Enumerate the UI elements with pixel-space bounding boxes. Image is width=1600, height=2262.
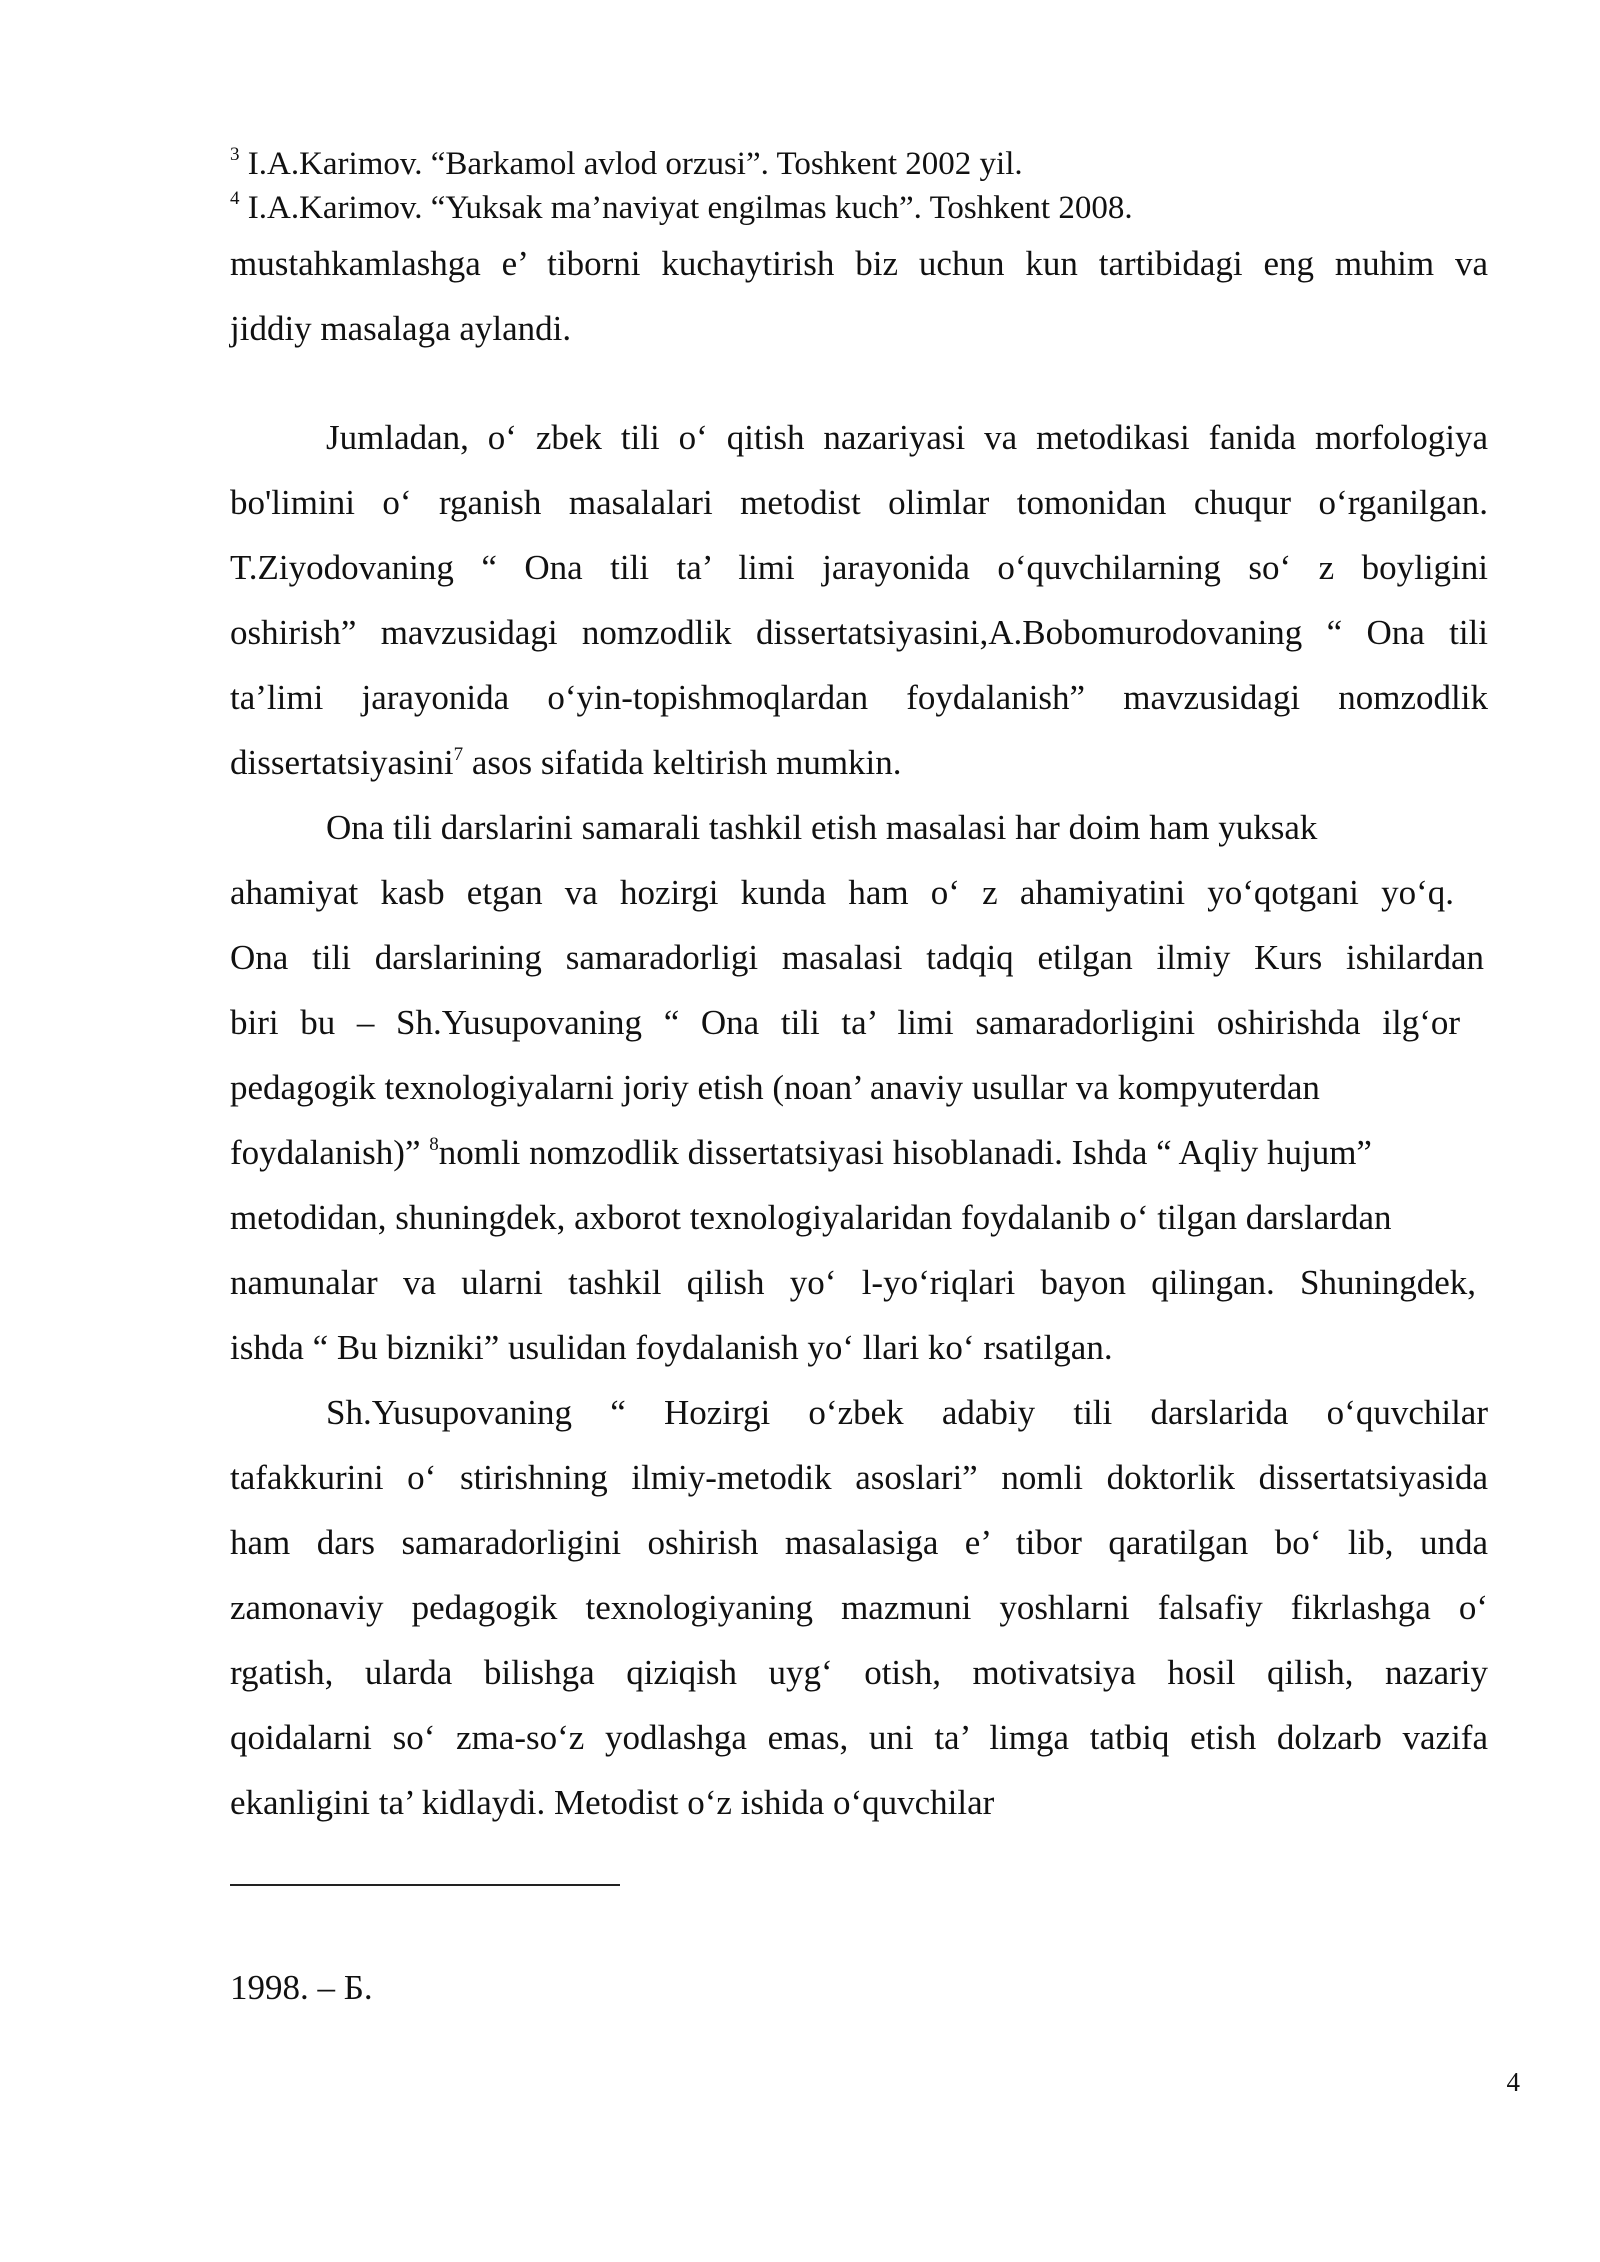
body-line: oshirish” mavzusidagi nomzodlik dissertatsiyasini,A.Bobomurodovaning “ Ona tili — [230, 613, 1488, 652]
body-line: tafakkurini o‘ stirishning ilmiy-metodik asoslari” nomli doktorlik dissertatsiyasida — [230, 1458, 1488, 1497]
footnote-mark: 3 — [230, 144, 240, 165]
footnote-separator — [230, 1884, 620, 1886]
body-line: T.Ziyodovaning “ Ona tili ta’ limi jarayonida o‘quvchilarning so‘ z boyligini — [230, 548, 1488, 587]
body-line: pedagogik texnologiyalarni joriy etish (noan’ anaviy usullar va kompyuterdan — [230, 1068, 1320, 1107]
body-line: ekanligini ta’ kidlaydi. Metodist o‘z ishida o‘quvchilar — [230, 1783, 995, 1822]
body-line: Ona tili darslarining samaradorligi masalasi tadqiq etilgan ilmiy Kurs ishilardan — [230, 938, 1484, 977]
body-line: ishda “ Bu bizniki” usulidan foydalanish yo‘ llari ko‘ rsatilgan. — [230, 1328, 1113, 1367]
body-text: dissertatsiyasini — [230, 743, 454, 782]
body-text: nomli nomzodlik dissertatsiyasi hisoblanadi. Ishda “ Aqliy hujum” — [438, 1133, 1372, 1172]
paragraph-first-line: Ona tili darslarini samarali tashkil etish masalasi har doim ham yuksak — [326, 808, 1318, 847]
body-line: jiddiy masalaga aylandi. — [230, 309, 572, 348]
body-line — [230, 739, 1488, 793]
footnote-ref-8: 8 — [429, 1134, 439, 1155]
body-line: rgatish, ularda bilishga qiziqish uyg‘ otish, motivatsiya hosil qilish, nazariy — [230, 1653, 1488, 1692]
footnote-text: I.A.Karimov. “Yuksak ma’naviyat engilmas kuch”. Toshkent 2008. — [247, 190, 1133, 226]
footnote-ref-7: 7 — [453, 744, 464, 765]
page-number: 4 — [1506, 2067, 1520, 2097]
body-line: biri bu – Sh.Yusupovaning “ Ona tili ta’ limi samaradorligini oshirishda ilg‘or — [230, 1003, 1460, 1042]
body-line: ahamiyat kasb etgan va hozirgi kunda ham o‘ z ahamiyatini yo‘qotgani yo‘q. — [230, 873, 1454, 912]
footnote-3 — [230, 142, 1488, 191]
footnote-bottom: 1998. – Б. — [230, 1968, 373, 2007]
body-line: zamonaviy pedagogik texnologiyaning mazmuni yoshlarni falsafiy fikrlashga o‘ — [230, 1588, 1488, 1627]
body-line: bo'limini o‘ rganish masalalari metodist olimlar tomonidan chuqur o‘rganilgan. — [230, 483, 1488, 522]
footnote-mark: 4 — [230, 188, 240, 209]
body-line: qoidalarni so‘ zma-so‘z yodlashga emas, uni ta’ limga tatbiq etish dolzarb vazifa — [230, 1718, 1488, 1757]
body-line: metodidan, shuningdek, axborot texnologiyalaridan foydalanib o‘ tilgan darslardan — [230, 1198, 1392, 1237]
body-line — [230, 1129, 1488, 1183]
body-line: mustahkamlashga e’ tiborni kuchaytirish biz uchun kun tartibidagi eng muhim va — [230, 244, 1488, 283]
paragraph-first-line: Jumladan, o‘ zbek tili o‘ qitish nazariyasi va metodikasi fanida morfologiya — [326, 418, 1488, 457]
body-line: ham dars samaradorligini oshirish masalasiga e’ tibor qaratilgan bo‘ lib, unda — [230, 1523, 1488, 1562]
body-line: namunalar va ularni tashkil qilish yo‘ l-yo‘riqlari bayon qilingan. Shuningdek, — [230, 1263, 1476, 1302]
body-line: ta’limi jarayonida o‘yin-topishmoqlardan foydalanish” mavzusidagi nomzodlik — [230, 678, 1488, 717]
body-text: asos sifatida keltirish mumkin. — [463, 743, 902, 782]
paragraph-first-line: Sh.Yusupovaning “ Hozirgi o‘zbek adabiy tili darslarida o‘quvchilar — [326, 1393, 1488, 1432]
footnote-4 — [230, 186, 1488, 235]
body-text: foydalanish)” — [230, 1133, 430, 1172]
footnote-text: I.A.Karimov. “Barkamol avlod orzusi”. Toshkent 2002 yil. — [247, 146, 1023, 182]
